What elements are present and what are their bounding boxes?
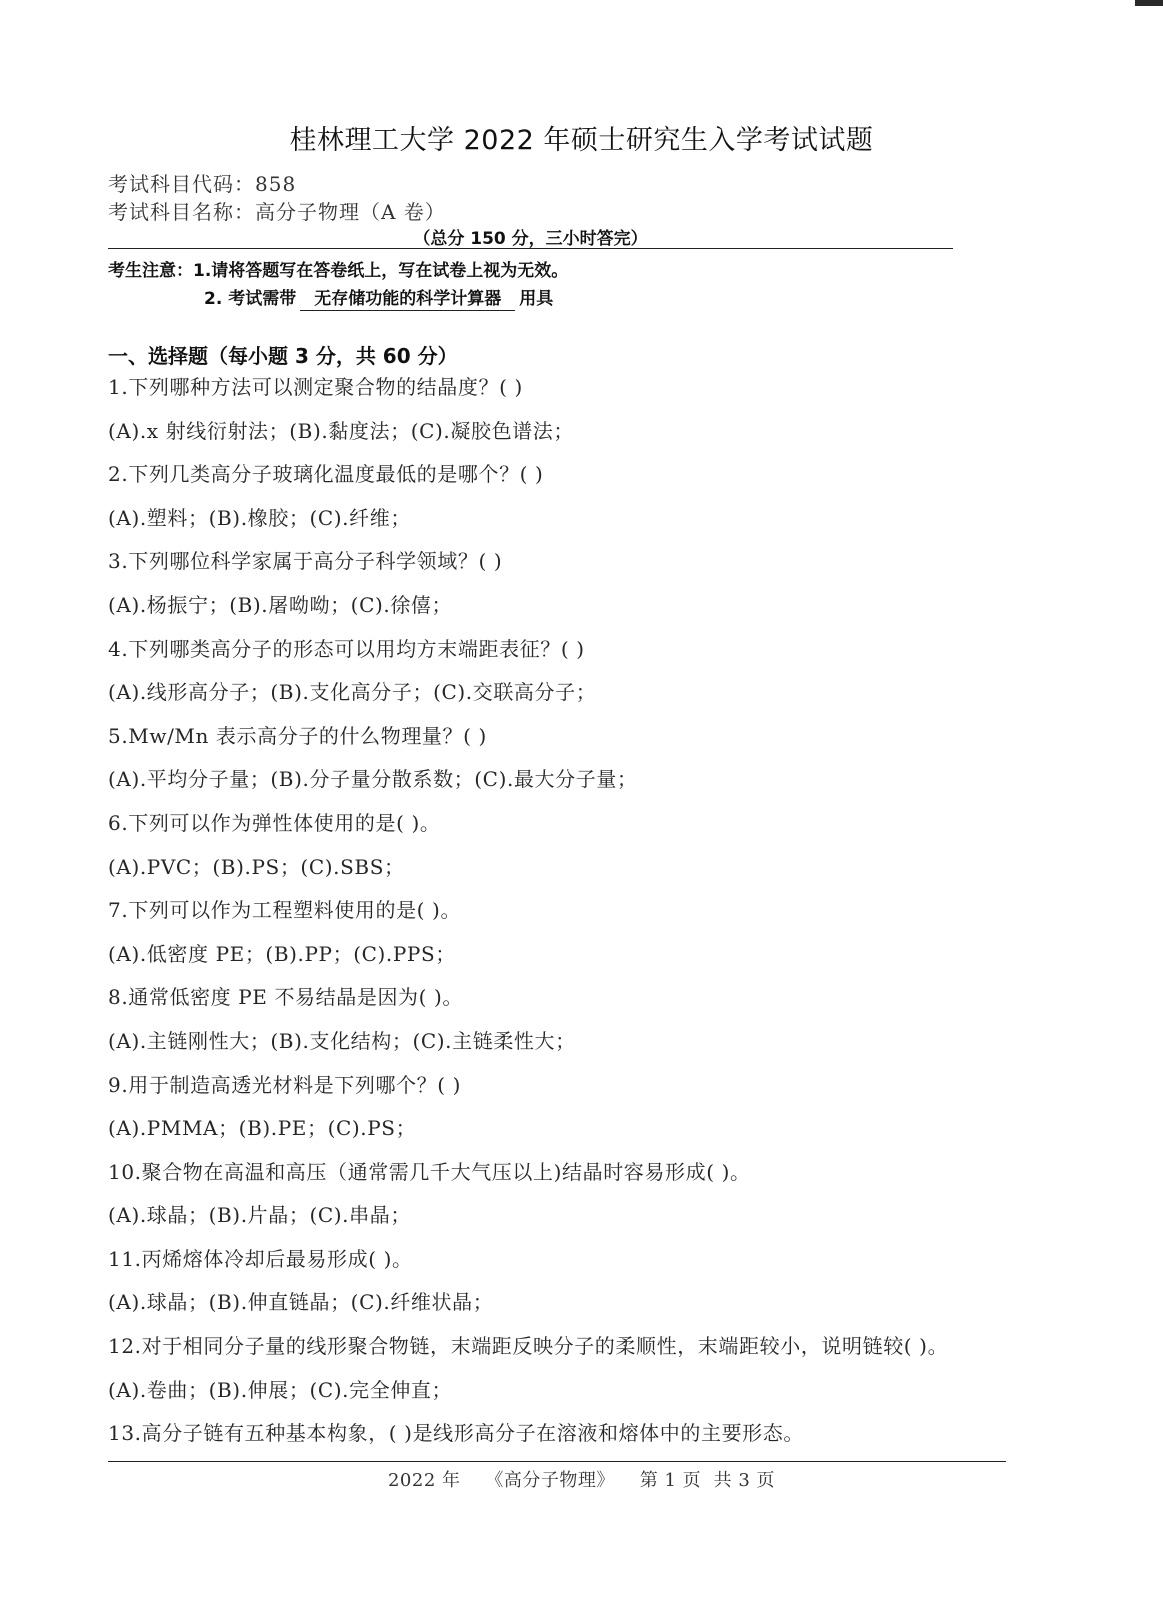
question-9: 9.用于制造高透光材料是下列哪个？( ) bbox=[108, 1072, 462, 1097]
question-2: 2.下列几类高分子玻璃化温度最低的是哪个？( ) bbox=[108, 462, 544, 487]
question-7: 7.下列可以作为工程塑料使用的是( )。 bbox=[108, 898, 462, 923]
question-2-options: (A).塑料；(B).橡胶；(C).纤维； bbox=[108, 505, 411, 530]
footer-divider bbox=[108, 1461, 1006, 1462]
total-score-note: （总分 150 分，三小时答完） bbox=[413, 229, 648, 249]
question-6-options: (A).PVC；(B).PS；(C).SBS； bbox=[108, 854, 405, 879]
question-11: 11.丙烯熔体冷却后最易形成( )。 bbox=[108, 1246, 413, 1271]
exam-title: 桂林理工大学 2022 年硕士研究生入学考试试题 bbox=[289, 125, 874, 156]
question-12: 12.对于相同分子量的线形聚合物链，末端距反映分子的柔顺性，末端距较小，说明链较( )。 bbox=[108, 1334, 949, 1359]
question-6: 6.下列可以作为弹性体使用的是( )。 bbox=[108, 810, 441, 835]
question-10: 10.聚合物在高温和高压（通常需几千大气压以上)结晶时容易形成( )。 bbox=[108, 1159, 751, 1184]
notice-line-1: 考生注意：1.请将答题写在答卷纸上，写在试卷上视为无效。 bbox=[108, 261, 569, 281]
question-9-options: (A).PMMA；(B).PE；(C).PS； bbox=[108, 1116, 417, 1141]
question-list bbox=[108, 373, 1108, 1463]
section-heading: 一、选择题（每小题 3 分，共 60 分） bbox=[108, 344, 458, 368]
question-7-options: (A).低密度 PE；(B).PP；(C).PPS； bbox=[108, 941, 456, 966]
notice-line-2-prefix: 2. 考试需带 bbox=[204, 289, 297, 309]
question-8: 8.通常低密度 PE 不易结晶是因为( )。 bbox=[108, 985, 464, 1010]
question-11-options: (A).球晶；(B).伸直链晶；(C).纤维状晶； bbox=[108, 1290, 494, 1315]
notice-line-2-suffix: 用具 bbox=[519, 289, 554, 309]
notice-line-2 bbox=[204, 284, 553, 311]
question-3-options: (A).杨振宁；(B).屠呦呦；(C).徐僖； bbox=[108, 592, 453, 617]
subject-name: 考试科目名称：高分子物理（A 卷） bbox=[108, 200, 446, 224]
question-12-options: (A).卷曲；(B).伸展；(C).完全伸直； bbox=[108, 1377, 453, 1402]
question-4-options: (A).线形高分子；(B).支化高分子；(C).交联高分子； bbox=[108, 680, 597, 705]
question-8-options: (A).主链刚性大；(B).支化结构；(C).主链柔性大； bbox=[108, 1028, 576, 1053]
header-divider bbox=[108, 248, 953, 249]
question-1: 1.下列哪种方法可以测定聚合物的结晶度？( ) bbox=[108, 375, 523, 399]
question-1-options: (A).x 射线衍射法；(B).黏度法；(C).凝胶色谱法； bbox=[108, 418, 574, 443]
page-footer: 2022 年 《高分子物理》 第 1 页 共 3 页 bbox=[387, 1470, 776, 1491]
question-4: 4.下列哪类高分子的形态可以用均方末端距表征？( ) bbox=[108, 636, 585, 661]
scan-edge-mark bbox=[1135, 0, 1163, 6]
question-3: 3.下列哪位科学家属于高分子科学领域？( ) bbox=[108, 549, 503, 574]
question-10-options: (A).球晶；(B).片晶；(C).串晶； bbox=[108, 1203, 411, 1228]
notice-fill-blank: 无存储功能的科学计算器 bbox=[300, 284, 515, 311]
question-5: 5.Mw/Mn 表示高分子的什么物理量？( ) bbox=[108, 723, 487, 748]
question-5-options: (A).平均分子量；(B).分子量分散系数；(C).最大分子量； bbox=[108, 767, 638, 792]
subject-code: 考试科目代码：858 bbox=[108, 172, 297, 196]
question-13: 13.高分子链有五种基本构象，( )是线形高分子在溶液和熔体中的主要形态。 bbox=[108, 1421, 804, 1446]
